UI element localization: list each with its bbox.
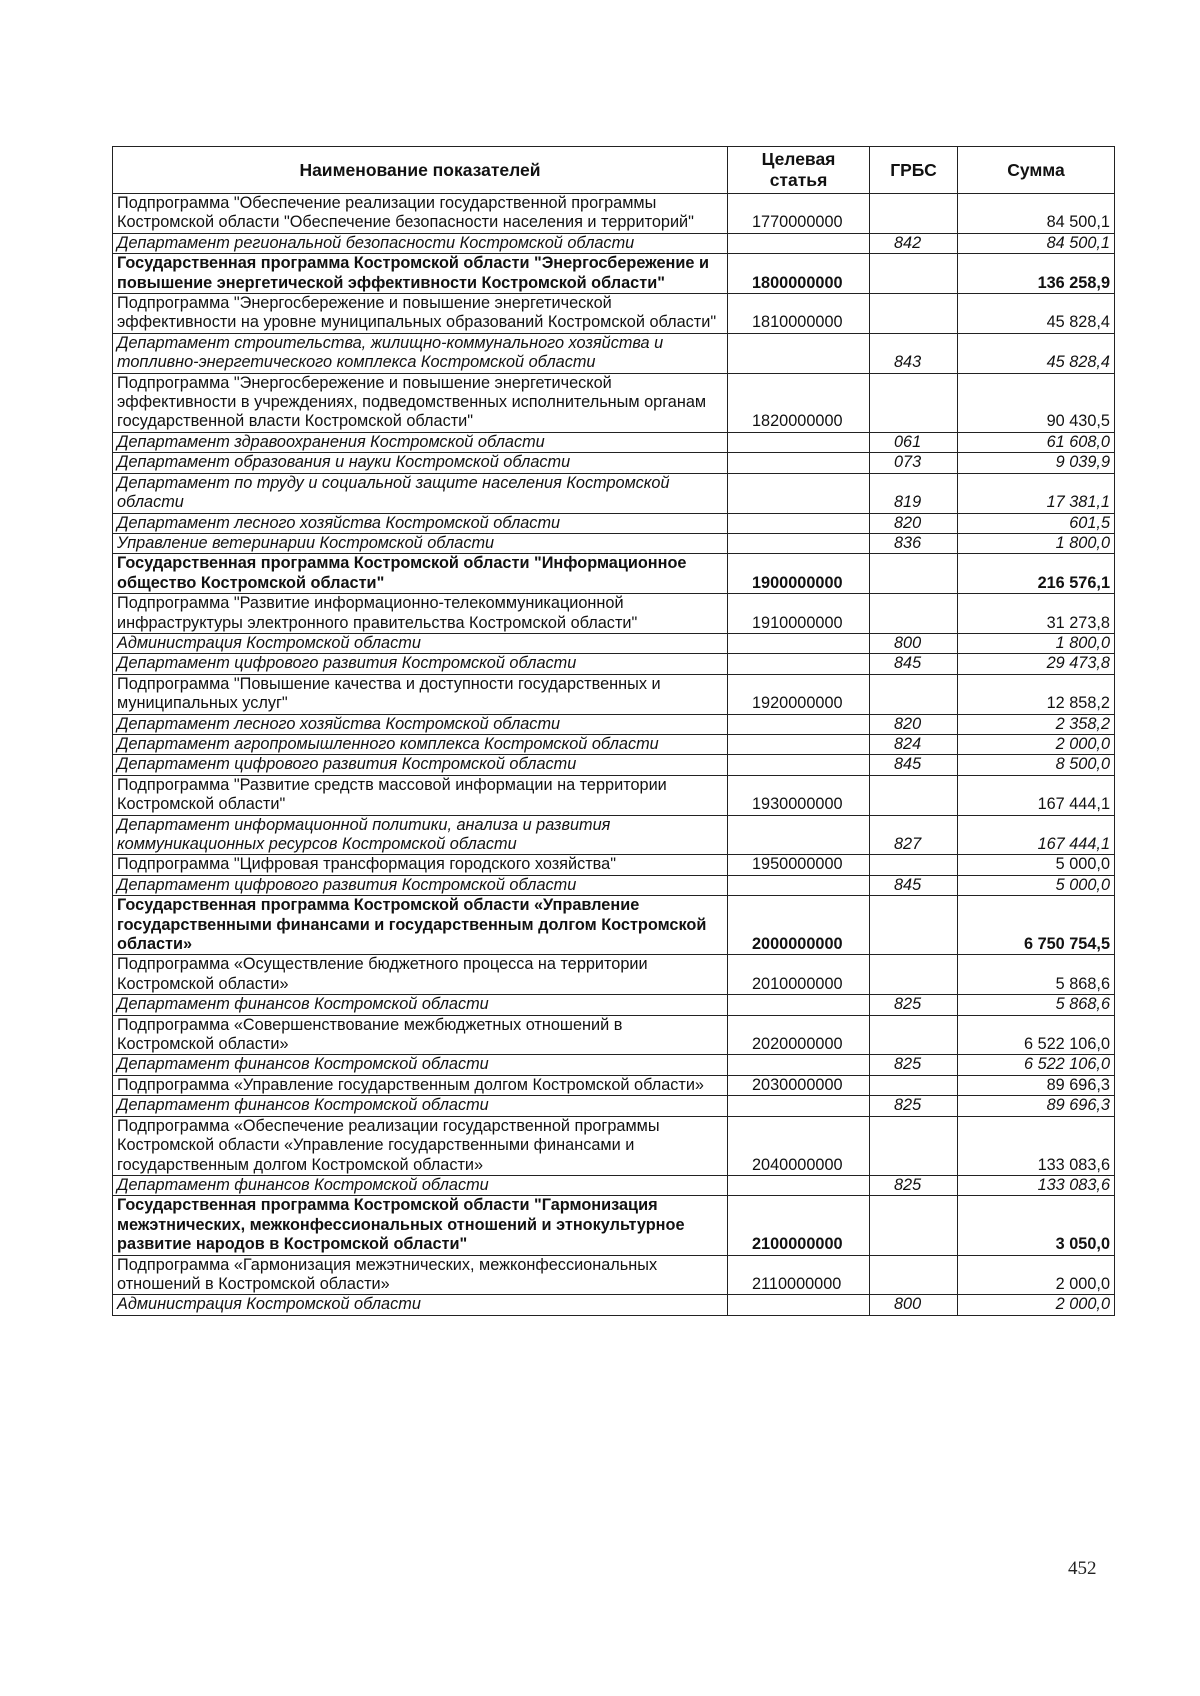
row-name-cell: Подпрограмма «Совершенствование межбюджетных отношений в Костромской области» [113, 1015, 728, 1055]
row-target-article-cell [728, 233, 870, 253]
table-row [113, 1255, 1115, 1295]
table-row [113, 194, 1115, 234]
table-row [113, 1196, 1115, 1255]
row-grbs-cell [870, 194, 958, 234]
row-sum-cell: 1 800,0 [958, 533, 1115, 553]
row-target-article-cell [728, 755, 870, 775]
table-row [113, 955, 1115, 995]
row-grbs-cell: 819 [870, 473, 958, 513]
row-grbs-cell [870, 674, 958, 714]
row-target-article-cell [728, 432, 870, 452]
row-sum-cell: 31 273,8 [958, 594, 1115, 634]
table-row [113, 294, 1115, 334]
row-sum-cell: 89 696,3 [958, 1096, 1115, 1116]
row-grbs-cell: 843 [870, 333, 958, 373]
row-name-cell: Департамент лесного хозяйства Костромской области [113, 714, 728, 734]
row-name-cell: Департамент информационной политики, анализа и развития коммуникационных ресурсов Костромской области [113, 815, 728, 855]
row-sum-cell: 5 000,0 [958, 875, 1115, 895]
row-sum-cell: 167 444,1 [958, 775, 1115, 815]
row-sum-cell: 3 050,0 [958, 1196, 1115, 1255]
page-number: 452 [1068, 1558, 1097, 1579]
row-target-article-cell: 1800000000 [728, 254, 870, 294]
table-body [113, 194, 1115, 1316]
row-target-article-cell [728, 995, 870, 1015]
table-row [113, 1295, 1115, 1315]
table-row [113, 1116, 1115, 1175]
row-target-article-cell [728, 473, 870, 513]
row-name-cell: Подпрограмма "Повышение качества и доступности государственных и муниципальных услуг" [113, 674, 728, 714]
row-target-article-cell [728, 1175, 870, 1195]
row-target-article-cell [728, 1295, 870, 1315]
row-name-cell: Подпрограмма "Обеспечение реализации государственной программы Костромской области "Обеспечение безопасности населения и территорий" [113, 194, 728, 234]
table-header [113, 147, 1115, 194]
row-sum-cell: 84 500,1 [958, 194, 1115, 234]
row-grbs-cell: 800 [870, 1295, 958, 1315]
row-grbs-cell [870, 254, 958, 294]
table-row [113, 1175, 1115, 1195]
row-grbs-cell [870, 775, 958, 815]
row-sum-cell: 2 358,2 [958, 714, 1115, 734]
row-target-article-cell [728, 633, 870, 653]
row-target-article-cell: 2040000000 [728, 1116, 870, 1175]
row-grbs-cell [870, 594, 958, 634]
row-sum-cell: 133 083,6 [958, 1175, 1115, 1195]
row-grbs-cell: 827 [870, 815, 958, 855]
row-name-cell: Департамент цифрового развития Костромской области [113, 755, 728, 775]
table-row [113, 896, 1115, 955]
row-name-cell: Департамент по труду и социальной защите населения Костромской области [113, 473, 728, 513]
table-row [113, 554, 1115, 594]
row-grbs-cell: 800 [870, 633, 958, 653]
row-grbs-cell [870, 1015, 958, 1055]
row-target-article-cell: 1810000000 [728, 294, 870, 334]
row-name-cell: Департамент региональной безопасности Костромской области [113, 233, 728, 253]
row-name-cell: Департамент цифрового развития Костромской области [113, 875, 728, 895]
row-sum-cell: 1 800,0 [958, 633, 1115, 653]
row-grbs-cell: 820 [870, 513, 958, 533]
row-grbs-cell: 825 [870, 1096, 958, 1116]
row-target-article-cell [728, 453, 870, 473]
row-name-cell: Департамент финансов Костромской области [113, 995, 728, 1015]
row-sum-cell: 5 868,6 [958, 955, 1115, 995]
row-sum-cell: 2 000,0 [958, 1255, 1115, 1295]
row-grbs-cell [870, 1255, 958, 1295]
row-name-cell: Департамент лесного хозяйства Костромской области [113, 513, 728, 533]
row-name-cell: Управление ветеринарии Костромской области [113, 533, 728, 553]
table-row [113, 333, 1115, 373]
row-target-article-cell: 2110000000 [728, 1255, 870, 1295]
row-grbs-cell [870, 955, 958, 995]
row-sum-cell: 2 000,0 [958, 734, 1115, 754]
table-row [113, 674, 1115, 714]
row-target-article-cell: 1900000000 [728, 554, 870, 594]
row-target-article-cell: 2030000000 [728, 1075, 870, 1095]
row-grbs-cell: 845 [870, 875, 958, 895]
row-grbs-cell [870, 1196, 958, 1255]
budget-table [112, 146, 1115, 1316]
row-sum-cell: 17 381,1 [958, 473, 1115, 513]
table-row [113, 875, 1115, 895]
row-name-cell: Департамент агропромышленного комплекса Костромской области [113, 734, 728, 754]
table-row [113, 1075, 1115, 1095]
table-row [113, 633, 1115, 653]
row-target-article-cell: 1950000000 [728, 855, 870, 875]
table-row [113, 654, 1115, 674]
row-grbs-cell [870, 896, 958, 955]
row-sum-cell: 61 608,0 [958, 432, 1115, 452]
row-target-article-cell: 2020000000 [728, 1015, 870, 1055]
table-row [113, 995, 1115, 1015]
table-row [113, 775, 1115, 815]
row-grbs-cell: 845 [870, 654, 958, 674]
row-grbs-cell [870, 855, 958, 875]
row-sum-cell: 136 258,9 [958, 254, 1115, 294]
row-name-cell: Подпрограмма "Энергосбережение и повышение энергетической эффективности на уровне муниципальных образований Костромской области" [113, 294, 728, 334]
row-target-article-cell: 1920000000 [728, 674, 870, 714]
row-grbs-cell [870, 554, 958, 594]
row-name-cell: Подпрограмма «Гармонизация межэтнических, межконфессиональных отношений в Костромской области» [113, 1255, 728, 1295]
header-grbs: ГРБС [870, 147, 958, 194]
row-sum-cell: 216 576,1 [958, 554, 1115, 594]
row-grbs-cell: 825 [870, 1175, 958, 1195]
row-name-cell: Подпрограмма «Осуществление бюджетного процесса на территории Костромской области» [113, 955, 728, 995]
row-grbs-cell: 073 [870, 453, 958, 473]
row-target-article-cell: 2000000000 [728, 896, 870, 955]
row-target-article-cell: 1910000000 [728, 594, 870, 634]
table-row [113, 1055, 1115, 1075]
row-name-cell: Государственная программа Костромской области "Энергосбережение и повышение энергетической эффективности Костромской области" [113, 254, 728, 294]
row-target-article-cell [728, 875, 870, 895]
table-row [113, 233, 1115, 253]
row-name-cell: Департамент финансов Костромской области [113, 1055, 728, 1075]
table-row [113, 254, 1115, 294]
row-target-article-cell [728, 333, 870, 373]
row-target-article-cell: 2100000000 [728, 1196, 870, 1255]
row-sum-cell: 6 522 106,0 [958, 1015, 1115, 1055]
table-row [113, 815, 1115, 855]
row-sum-cell: 45 828,4 [958, 294, 1115, 334]
row-target-article-cell: 1930000000 [728, 775, 870, 815]
table-row [113, 755, 1115, 775]
row-name-cell: Государственная программа Костромской области "Гармонизация межэтнических, межконфессиональных отношений и этнокультурное развитие народов в Костромской области" [113, 1196, 728, 1255]
row-grbs-cell: 061 [870, 432, 958, 452]
table-row [113, 734, 1115, 754]
row-grbs-cell: 825 [870, 1055, 958, 1075]
row-name-cell: Подпрограмма "Цифровая трансформация городского хозяйства" [113, 855, 728, 875]
table-row [113, 855, 1115, 875]
row-target-article-cell [728, 1055, 870, 1075]
row-name-cell: Департамент финансов Костромской области [113, 1096, 728, 1116]
row-sum-cell: 8 500,0 [958, 755, 1115, 775]
row-sum-cell: 12 858,2 [958, 674, 1115, 714]
table-row [113, 513, 1115, 533]
row-target-article-cell: 1820000000 [728, 373, 870, 432]
table-row [113, 714, 1115, 734]
row-name-cell: Подпрограмма «Управление государственным долгом Костромской области» [113, 1075, 728, 1095]
row-target-article-cell [728, 654, 870, 674]
row-sum-cell: 90 430,5 [958, 373, 1115, 432]
header-name: Наименование показателей [113, 147, 728, 194]
row-sum-cell: 5 868,6 [958, 995, 1115, 1015]
row-sum-cell: 6 522 106,0 [958, 1055, 1115, 1075]
row-grbs-cell: 824 [870, 734, 958, 754]
row-name-cell: Государственная программа Костромской области «Управление государственными финансами и государственным долгом Костромской области» [113, 896, 728, 955]
row-grbs-cell: 825 [870, 995, 958, 1015]
row-name-cell: Администрация Костромской области [113, 1295, 728, 1315]
row-name-cell: Департамент здравоохранения Костромской области [113, 432, 728, 452]
row-name-cell: Департамент образования и науки Костромской области [113, 453, 728, 473]
row-name-cell: Подпрограмма "Развитие средств массовой информации на территории Костромской области" [113, 775, 728, 815]
row-sum-cell: 601,5 [958, 513, 1115, 533]
row-sum-cell: 84 500,1 [958, 233, 1115, 253]
row-sum-cell: 9 039,9 [958, 453, 1115, 473]
row-name-cell: Подпрограмма "Энергосбережение и повышение энергетической эффективности в учреждениях, подведомственных исполнительным органам государственной власти Костромской области" [113, 373, 728, 432]
table-row [113, 432, 1115, 452]
header-sum: Сумма [958, 147, 1115, 194]
table-row [113, 533, 1115, 553]
table-row [113, 1096, 1115, 1116]
row-name-cell: Подпрограмма "Развитие информационно-телекоммуникационной инфраструктуры электронного правительства Костромской области" [113, 594, 728, 634]
row-grbs-cell: 836 [870, 533, 958, 553]
row-name-cell: Департамент финансов Костромской области [113, 1175, 728, 1195]
row-grbs-cell: 845 [870, 755, 958, 775]
table-row [113, 594, 1115, 634]
row-sum-cell: 2 000,0 [958, 1295, 1115, 1315]
row-target-article-cell [728, 714, 870, 734]
row-name-cell: Департамент цифрового развития Костромской области [113, 654, 728, 674]
row-sum-cell: 5 000,0 [958, 855, 1115, 875]
row-name-cell: Государственная программа Костромской области "Информационное общество Костромской области" [113, 554, 728, 594]
row-sum-cell: 89 696,3 [958, 1075, 1115, 1095]
table-row [113, 453, 1115, 473]
row-grbs-cell [870, 1116, 958, 1175]
row-grbs-cell: 820 [870, 714, 958, 734]
row-target-article-cell: 2010000000 [728, 955, 870, 995]
row-sum-cell: 6 750 754,5 [958, 896, 1115, 955]
row-target-article-cell [728, 815, 870, 855]
row-sum-cell: 29 473,8 [958, 654, 1115, 674]
row-grbs-cell [870, 1075, 958, 1095]
row-target-article-cell [728, 513, 870, 533]
row-name-cell: Администрация Костромской области [113, 633, 728, 653]
row-name-cell: Подпрограмма «Обеспечение реализации государственной программы Костромской области «Управление государственными финансами и государственным долгом Костромской области» [113, 1116, 728, 1175]
row-grbs-cell [870, 294, 958, 334]
row-sum-cell: 45 828,4 [958, 333, 1115, 373]
row-sum-cell: 133 083,6 [958, 1116, 1115, 1175]
row-target-article-cell: 1770000000 [728, 194, 870, 234]
table-row [113, 373, 1115, 432]
table-row [113, 1015, 1115, 1055]
table-row [113, 473, 1115, 513]
header-target-article: Целевая статья [728, 147, 870, 194]
row-target-article-cell [728, 533, 870, 553]
row-grbs-cell: 842 [870, 233, 958, 253]
row-target-article-cell [728, 734, 870, 754]
row-sum-cell: 167 444,1 [958, 815, 1115, 855]
row-grbs-cell [870, 373, 958, 432]
row-target-article-cell [728, 1096, 870, 1116]
header-row [113, 147, 1115, 194]
row-name-cell: Департамент строительства, жилищно-коммунального хозяйства и топливно-энергетического комплекса Костромской области [113, 333, 728, 373]
